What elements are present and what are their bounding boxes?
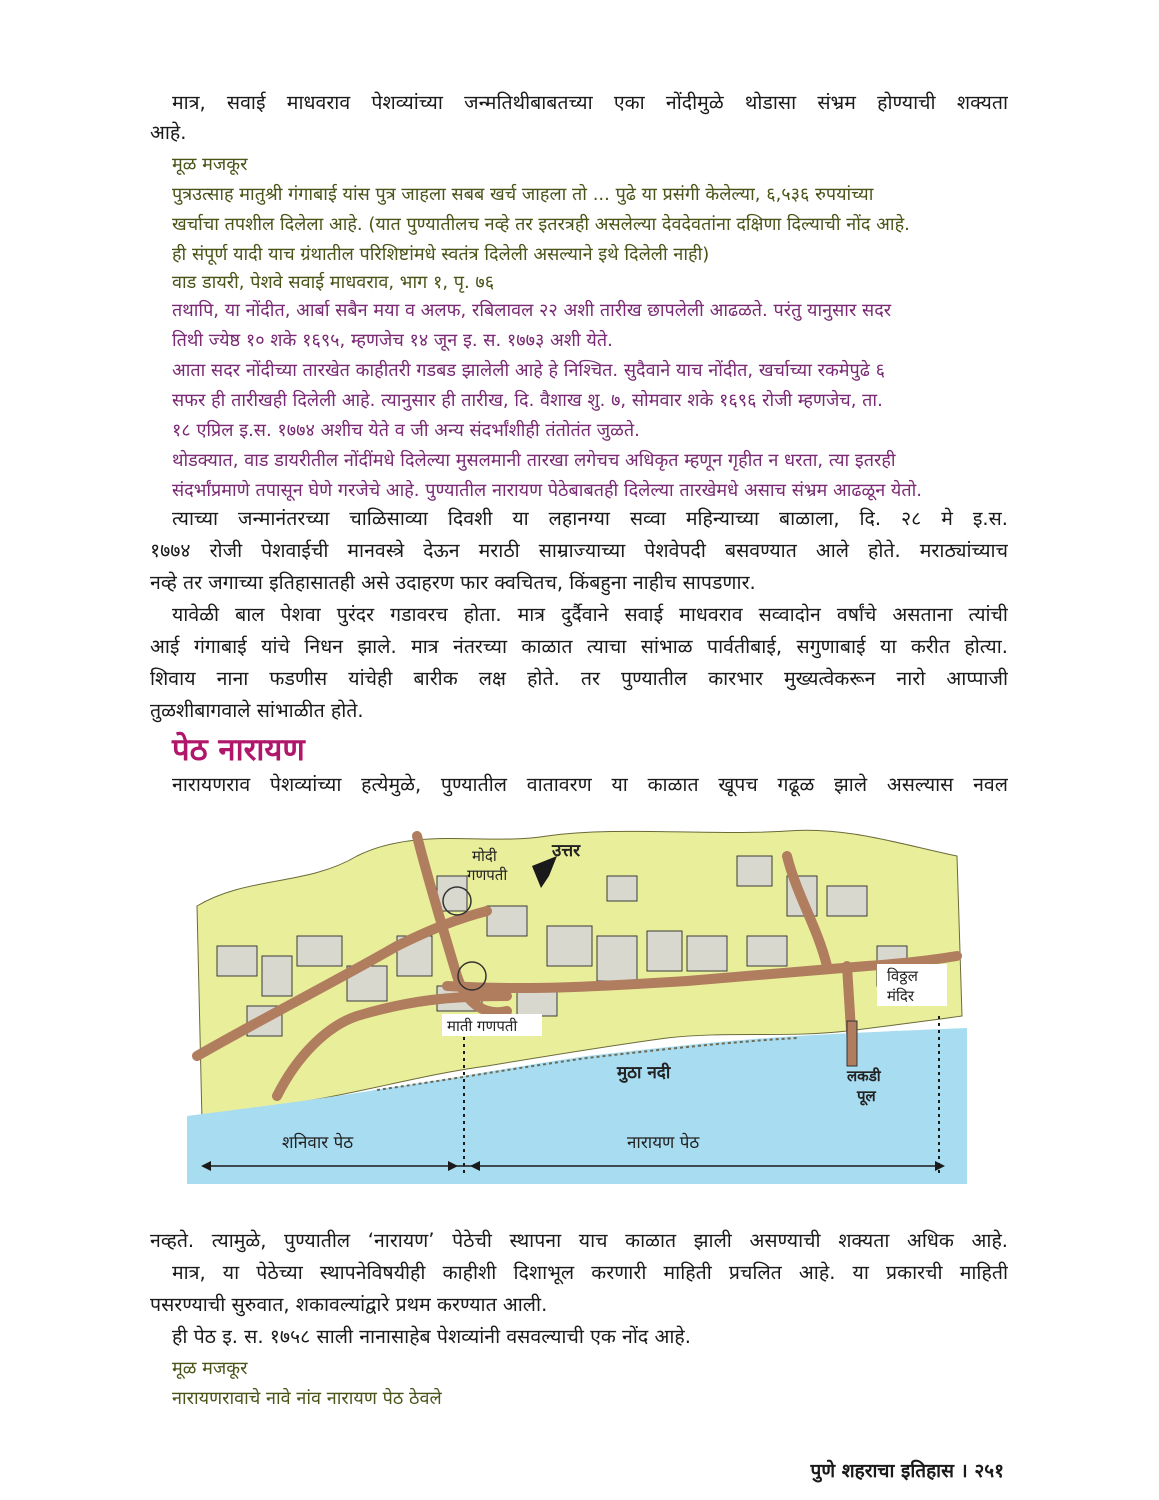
paragraph-text: ही पेठ इ. स. १७५८ साली नानासाहेब पेशव्यांनी वसवल्याची एक नोंद आहे. [172, 1325, 691, 1348]
paragraph-text: नव्हे तर जगाच्या इतिहासातही असे उदाहरण फार क्वचितच, किंबहुना नाहीच सापडणार. [150, 571, 756, 594]
note-text: आता सदर नोंदीच्या तारखेत काहीतरी गडबड झालेली आहे हे निश्चित. सुदैवाने याच नोंदीत, खर्चाच्या रकमेपुढे ६ [172, 360, 885, 381]
section-heading: पेठ नारायण [172, 732, 305, 768]
paragraph-text: मात्र, या पेठेच्या स्थापनेविषयीही काहीशी दिशाभूल करणारी माहिती प्रचलित आहे. या प्रकारची माहिती [172, 1261, 1008, 1284]
note-text: १८ एप्रिल इ.स. १७७४ अशीच येते व जी अन्य संदर्भांशीही तंतोतंत जुळते. [172, 420, 640, 441]
map-label: गणपती [467, 866, 508, 884]
paragraph-text: यावेळी बाल पेशवा पुरंदर गडावरच होता. मात्र दुर्दैवाने सवाई माधवराव सव्वादोन वर्षांचे असताना त्यांची [172, 603, 1008, 626]
paragraph-text: तुळशीबागवाले सांभाळीत होते. [150, 699, 364, 722]
map-label: मंदिर [887, 987, 914, 1005]
paragraph-text: शिवाय नाना फडणीस यांचेही बारीक लक्ष होते. तर पुण्यातील कारभार मुख्यत्वेकरून नारो आप्पाजी [150, 667, 1008, 690]
map-label: माती गणपती [447, 1017, 518, 1035]
note-text: सफर ही तारीखही दिलेली आहे. त्यानुसार ही तारीख, दि. वैशाख शु. ७, सोमवार शके १६९६ रोजी म्हणजेच, ता. [172, 390, 883, 411]
paragraph-text: मात्र, सवाई माधवराव पेशव्यांच्या जन्मतिथीबाबतच्या एका नोंदीमुळे थोडासा संभ्रम होण्याची शक्यता [172, 91, 1008, 114]
page-footer: पुणे शहराचा इतिहास । २५१ [810, 1460, 1004, 1482]
paragraph-text: नव्हते. त्यामुळे, पुण्यातील ‘नारायण’ पेठेची स्थापना याच काळात झाली असण्याची शक्यता अधिक आहे. [150, 1229, 1008, 1252]
lakdi-bridge [847, 1021, 857, 1066]
map-label: शनिवार पेठ [282, 1133, 354, 1153]
map-label: पूल [857, 1087, 876, 1105]
paragraph-text: आहे. [150, 121, 187, 144]
map-label: लकडी [847, 1067, 881, 1085]
map-label: मोदी [472, 847, 497, 865]
paragraph-text: नारायणराव पेशव्यांच्या हत्येमुळे, पुण्यातील वातावरण या काळात खूपच गढूळ झाले असल्यास नवल [172, 773, 1008, 796]
note-text: संदर्भांप्रमाणे तपासून घेणे गरजेचे आहे. पुण्यातील नारायण पेठेबाबतही दिलेल्या तारखेमधे असाच संभ्रम आढळून येतो. [172, 480, 923, 501]
paragraph-text: पसरण्याची सुरुवात, शकावल्यांद्वारे प्रथम करण्यात आली. [150, 1293, 548, 1316]
source-label: मूळ मजकूर [172, 154, 248, 175]
paragraph-text: त्याच्या जन्मानंतरच्या चाळिसाव्या दिवशी या लहानग्या सव्वा महिन्याच्या बाळाला, दि. २८ मे इ.स. [172, 507, 1008, 530]
map-label: नारायण पेठ [627, 1133, 700, 1153]
note-text: थोडक्यात, वाड डायरीतील नोंदींमधे दिलेल्या मुसलमानी तारखा लगेचच अधिकृत म्हणून गृहीत न धरता, त्या इतरही [172, 450, 896, 471]
source-label: मूळ मजकूर [172, 1358, 248, 1379]
paragraph-text: आई गंगाबाई यांचे निधन झाले. मात्र नंतरच्या काळात त्याचा सांभाळ पार्वतीबाई, सगुणाबाई या करीत होत्या. [150, 635, 1008, 658]
source-quote: नारायणरावाचे नावे नांव नारायण पेठ ठेवले [172, 1388, 442, 1409]
source-quote: ही संपूर्ण यादी याच ग्रंथातील परिशिष्टांमधे स्वतंत्र दिलेली असल्याने इथे दिलेली नाही) [172, 244, 710, 265]
source-citation: वाड डायरी, पेशवे सवाई माधवराव, भाग १, पृ. ७६ [172, 272, 495, 293]
source-quote: पुत्रउत्साह मातुश्री गंगाबाई यांस पुत्र जाहला सबब खर्च जाहला तो ... पुढे या प्रसंगी केलेल्या, ६,५३६ रुपयांच्या [172, 184, 874, 205]
source-quote: खर्चाचा तपशील दिलेला आहे. (यात पुण्यातीलच नव्हे तर इतरत्रही असलेल्या देवदेवतांना दक्षिणा दिल्याची नोंद आहे. [172, 214, 910, 235]
note-text: तथापि, या नोंदीत, आर्बा सबैन मया व अलफ, रबिलावल २२ अशी तारीख छापलेली आढळते. परंतु यानुसार सदर [172, 300, 892, 321]
map-label: विठ्ठल [887, 967, 918, 985]
paragraph-text: १७७४ रोजी पेशवाईची मानवस्त्रे देऊन मराठी साम्राज्याच्या पेशवेपदी बसवण्यात आले होते. मराठ्यांच्याच [150, 539, 1008, 562]
map-label: मुठा नदी [617, 1063, 671, 1083]
note-text: तिथी ज्येष्ठ १० शके १६९५, म्हणजेच १४ जून इ. स. १७७३ अशी येते. [172, 330, 613, 351]
peth-map-illustration [187, 816, 967, 1184]
map-label: उत्तर [552, 841, 581, 861]
